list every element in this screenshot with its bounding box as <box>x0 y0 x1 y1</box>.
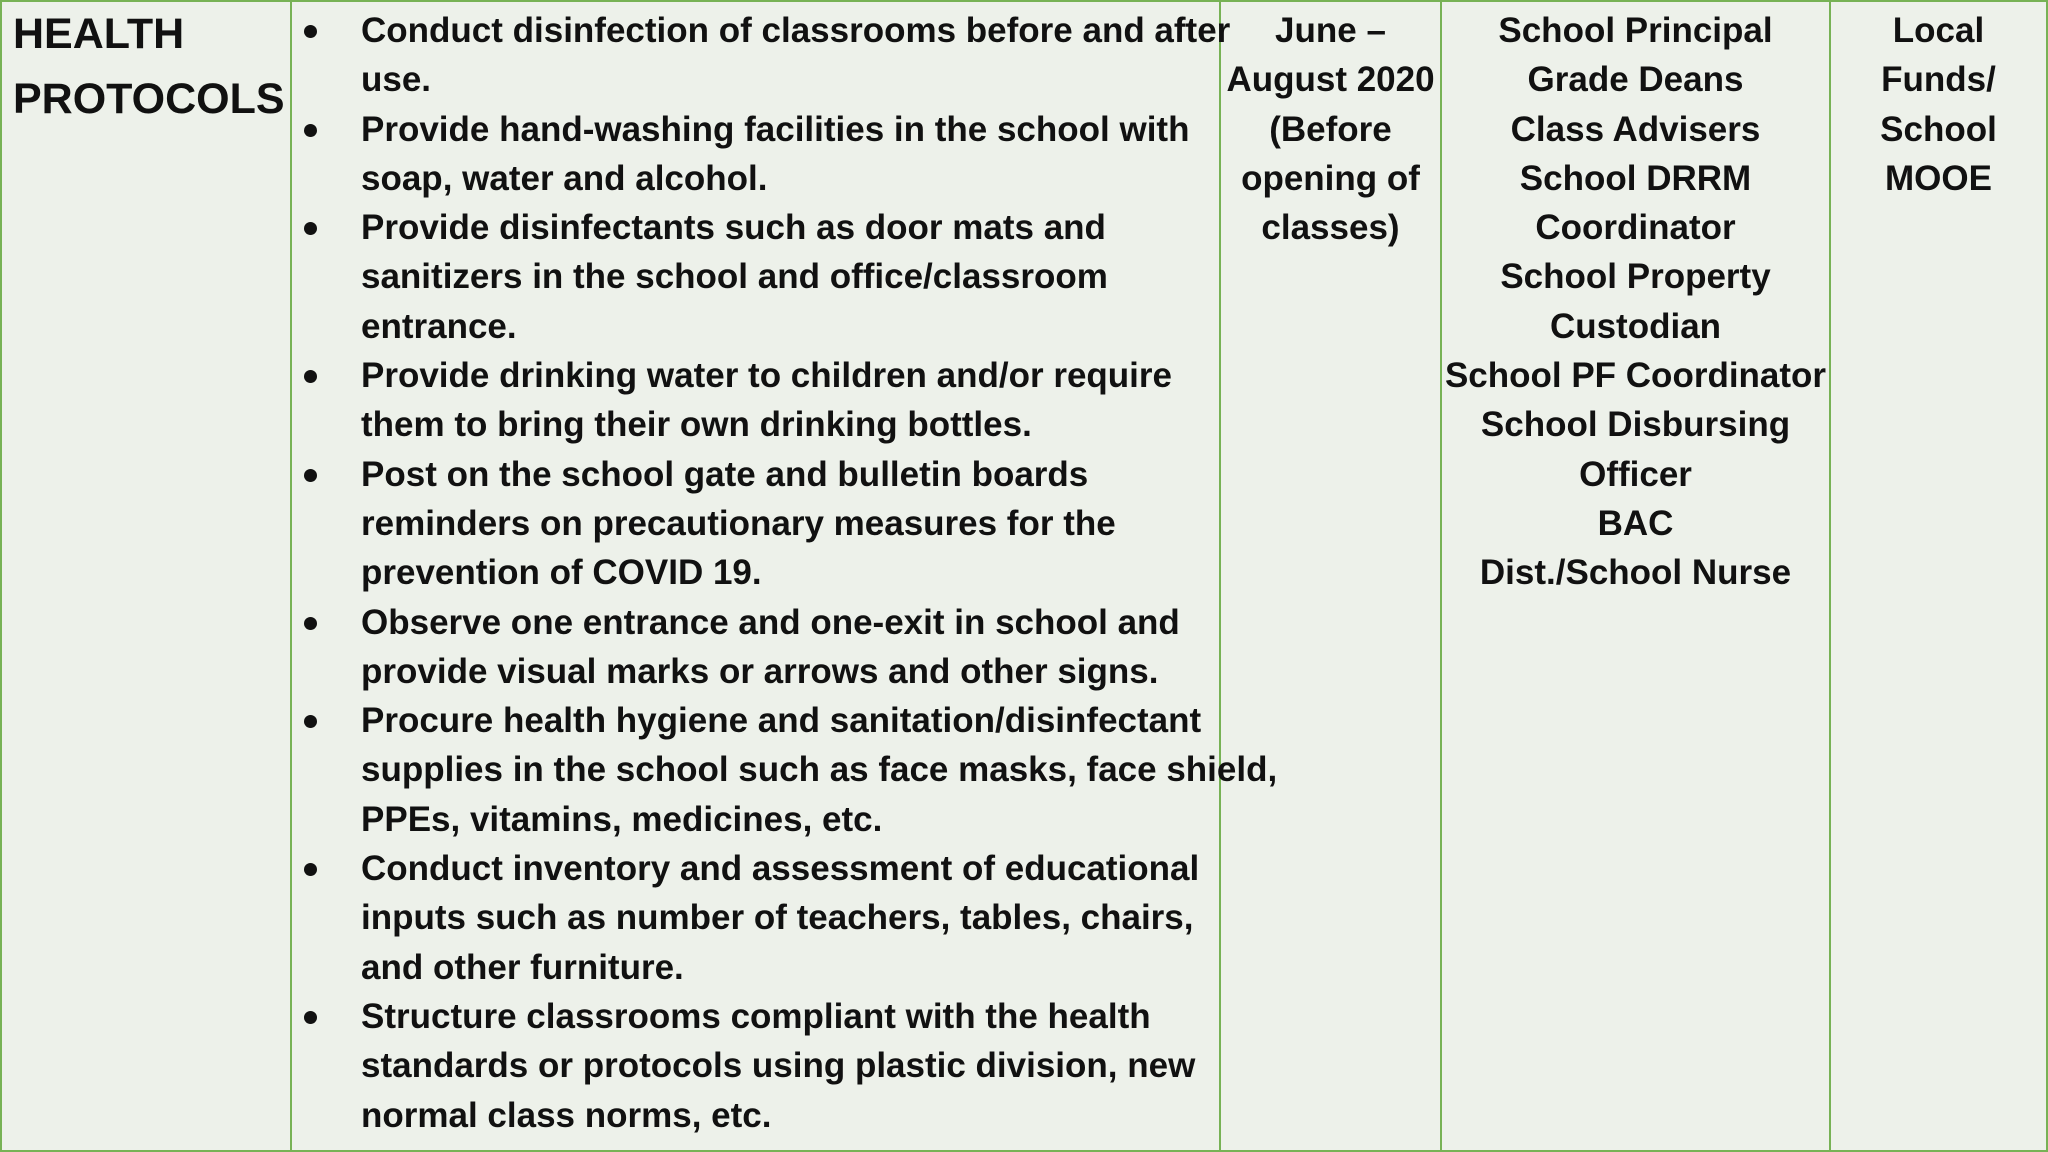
person-line: School Property <box>1500 257 1771 297</box>
activity-line: sanitizers in the school and office/classroom <box>361 257 1108 297</box>
activity-line: them to bring their own drinking bottles. <box>361 405 1032 445</box>
person-line: Dist./School Nurse <box>1479 553 1792 593</box>
activity-line: normal class norms, etc. <box>361 1095 772 1135</box>
person-line: Officer <box>1579 454 1692 494</box>
activity-line: Procure health hygiene and sanitation/disinfectant <box>361 701 1202 741</box>
timeline-line: opening of <box>1241 158 1420 198</box>
persons-responsible-cell <box>1442 2 1831 1150</box>
funding-line: Funds/ <box>1881 60 1996 100</box>
timeline-line: classes) <box>1261 208 1400 248</box>
activity-line: Structure classrooms compliant with the health <box>361 996 1151 1036</box>
person-line: Grade Deans <box>1527 60 1744 100</box>
activity-line: soap, water and alcohol. <box>361 158 768 198</box>
activity-item <box>292 598 1211 697</box>
activity-line: Provide hand-washing facilities in the school with <box>361 109 1190 149</box>
timeline-line: (Before <box>1269 109 1392 149</box>
activity-line: prevention of COVID 19. <box>361 553 762 593</box>
bullet-icon <box>304 1011 317 1024</box>
funding-line: Local <box>1892 11 1985 50</box>
activity-line: and other furniture. <box>361 947 684 987</box>
activity-line: Provide drinking water to children and/or require <box>361 356 1172 396</box>
bullet-icon <box>304 863 317 876</box>
timeline-cell <box>1221 2 1442 1150</box>
funding-line: School <box>1880 109 1997 149</box>
person-line: Coordinator <box>1535 208 1736 248</box>
activity-line: entrance. <box>361 306 517 346</box>
funding-cell <box>1831 2 2046 1150</box>
person-line: Custodian <box>1549 306 1722 346</box>
bullet-icon <box>304 617 317 630</box>
activity-line: Post on the school gate and bulletin boards <box>361 454 1089 494</box>
funding-line: MOOE <box>1885 158 1992 198</box>
person-line: Class Advisers <box>1510 109 1761 149</box>
activity-item <box>292 203 1211 351</box>
activity-line: Provide disinfectants such as door mats and <box>361 208 1106 248</box>
bullet-icon <box>304 370 317 383</box>
activity-line: standards or protocols using plastic division, new <box>361 1046 1196 1086</box>
activity-item <box>292 696 1278 844</box>
area-cell <box>2 2 292 1150</box>
activity-line: reminders on precautionary measures for the <box>361 503 1116 543</box>
activity-line: provide visual marks or arrows and other signs. <box>361 651 1159 691</box>
person-line: School PF Coordinator <box>1444 356 1827 396</box>
timeline-line: August 2020 <box>1226 60 1435 100</box>
activity-item <box>292 6 1231 105</box>
timeline-line: June – <box>1275 11 1386 50</box>
activity-line: Observe one entrance and one-exit in school and <box>361 602 1180 642</box>
activity-item <box>292 992 1211 1140</box>
activity-line: inputs such as number of teachers, tables, chairs, <box>361 898 1194 938</box>
activities-list <box>292 6 1278 1140</box>
person-line: BAC <box>1597 503 1674 543</box>
activity-item <box>292 844 1211 992</box>
activity-line: Conduct inventory and assessment of educational <box>361 849 1200 889</box>
area-title-line: PROTOCOLS <box>13 75 285 123</box>
person-line: School Disbursing <box>1480 405 1791 445</box>
bullet-icon <box>304 469 317 482</box>
activities-cell <box>292 2 1278 1150</box>
bullet-icon <box>304 25 317 38</box>
activity-line: Conduct disinfection of classrooms before and after <box>361 11 1231 50</box>
bullet-icon <box>304 124 317 137</box>
area-title-line: HEALTH <box>13 10 185 58</box>
activity-line: supplies in the school such as face masks, face shield, <box>361 750 1278 790</box>
area-title <box>13 2 290 132</box>
bullet-icon <box>304 222 317 235</box>
person-line: School Principal <box>1498 11 1773 50</box>
bullet-icon <box>304 715 317 728</box>
activity-item <box>292 105 1211 204</box>
activity-line: use. <box>361 60 432 100</box>
activity-item <box>292 450 1211 598</box>
activity-item <box>292 351 1211 450</box>
activity-line: PPEs, vitamins, medicines, etc. <box>361 799 883 839</box>
person-line: School DRRM <box>1519 158 1752 198</box>
